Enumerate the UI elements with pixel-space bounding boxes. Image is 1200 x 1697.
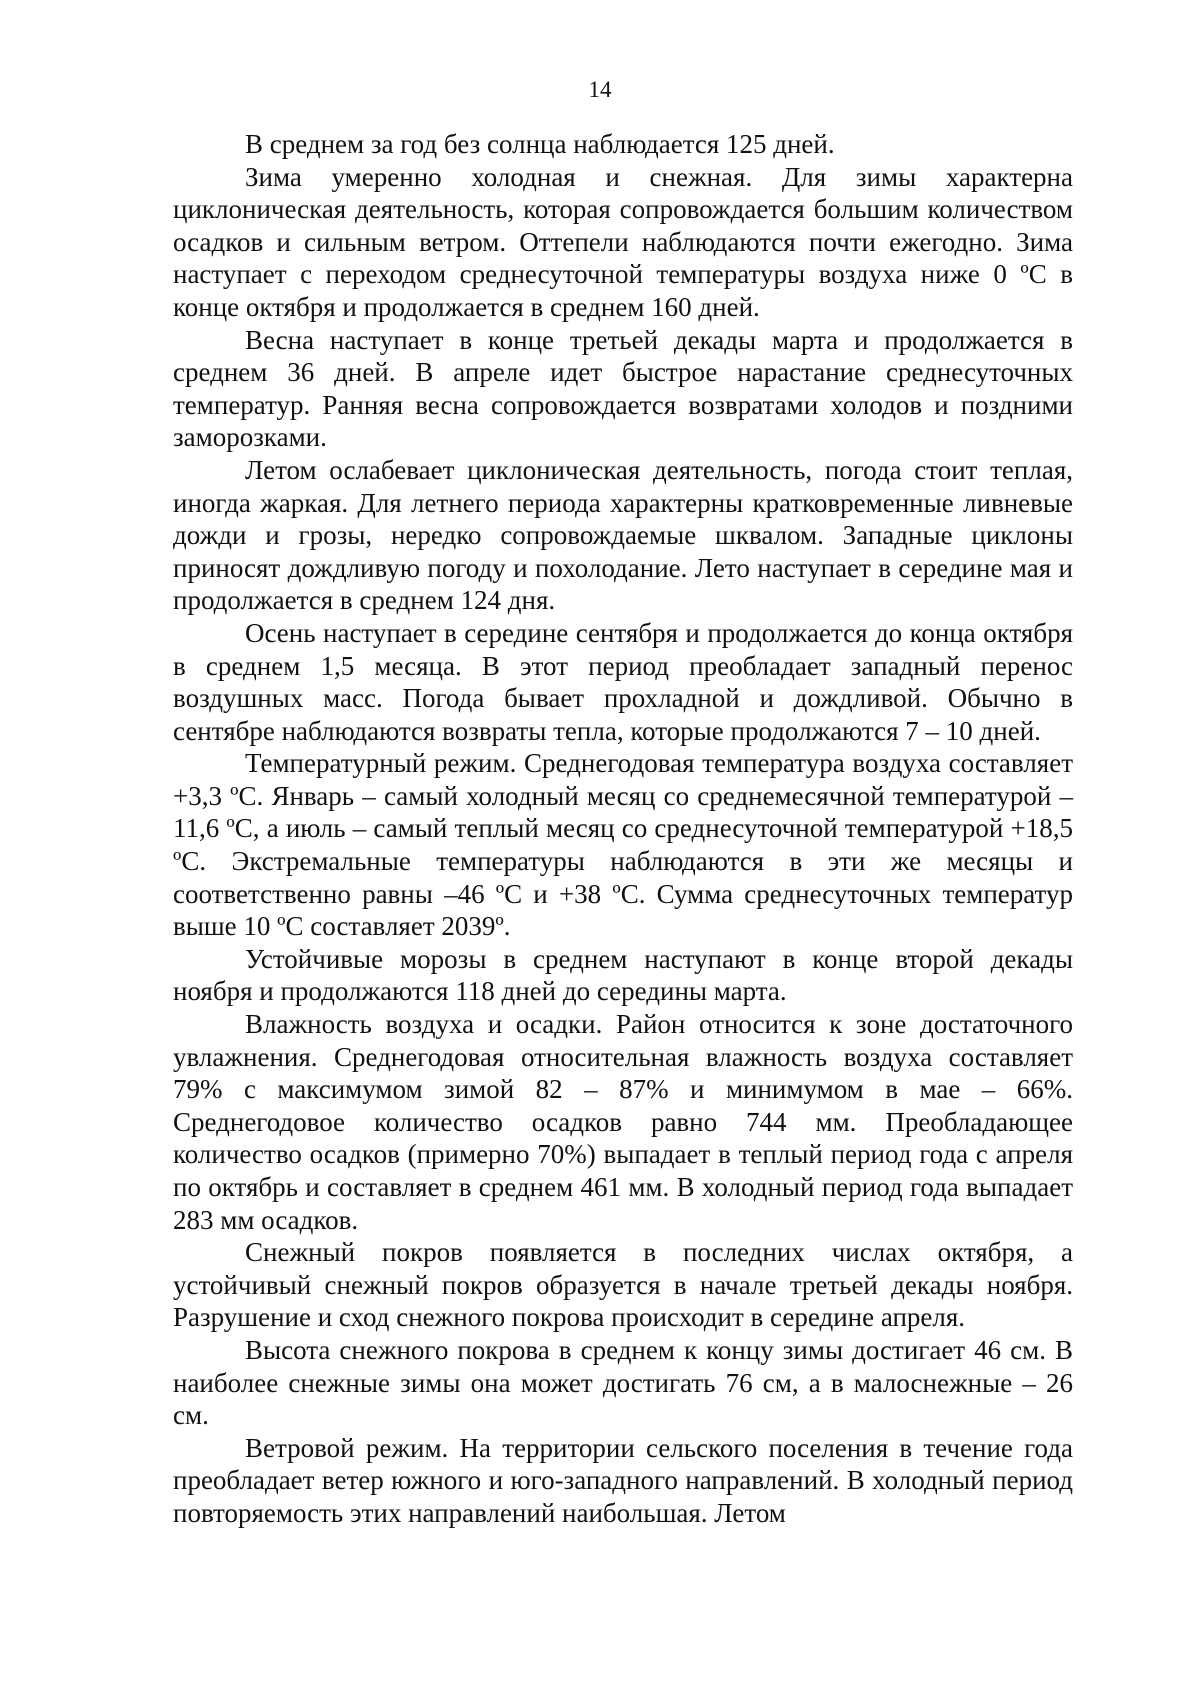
- body-text: [173, 128, 1073, 1530]
- paragraph-snow-depth: Высота снежного покрова в среднем к концу зимы достигает 46 см. В наиболее снежные зимы она может достигать 76 см, а в малоснежные – 26 см.: [173, 1334, 1073, 1431]
- paragraph-autumn: Осень наступает в середине сентября и продолжается до конца октября в среднем 1,5 месяца. В этот период преобладает западный перенос воздушных масс. Погода бывает прохладной и дождливой. Обычно в сентябре наблюдаются возвраты тепла, которые продолжаются 7 – 10 дней.: [173, 617, 1073, 746]
- paragraph-sunless-days: В среднем за год без солнца наблюдается 125 дней.: [245, 129, 835, 159]
- paragraph-snow-cover: Снежный покров появляется в последних числах октября, а устойчивый снежный покров образуется в начале третьей декады ноября. Разрушение и сход снежного покрова происходит в середине апреля.: [173, 1237, 1073, 1333]
- page-number: 14: [588, 77, 612, 102]
- paragraph-wind-regime: Ветровой режим. На территории сельского поселения в течение года преобладает ветер южного и юго-западного направлений. В холодный период повторяемость этих направлений наибольшая. Летом: [173, 1432, 1073, 1528]
- paragraph-summer: Летом ослабевает циклоническая деятельность, погода стоит теплая, иногда жаркая. Для летнего периода характерны кратковременные ливневые дожди и грозы, нередко сопровождаемые шквалом. Западные циклоны приносят дождливую погоду и похолодание. Лето наступает в середине мая и продолжается в среднем 124 дня.: [173, 454, 1073, 616]
- paragraph-humidity-precipitation: Влажность воздуха и осадки. Район относится к зоне достаточного увлажнения. Среднегодовая относительная влажность воздуха составляет 79% с максимумом зимой 82 – 87% и минимумом в мае – 66%. Среднегодовое количество осадков равно 744 мм. Преобладающее количество осадков (примерно 70%) выпадает в теплый период года с апреля по октябрь и составляет в среднем 461 мм. В холодный период года выпадает 283 мм осадков.: [173, 1009, 1073, 1235]
- paragraph-temperature-regime: Температурный режим. Среднегодовая температура воздуха составляет +3,3 ºС. Январь – самый холодный месяц со среднемесячной температурой –11,6 ºС, а июль – самый теплый месяц со среднесуточной температурой +18,5 ºС. Экстремальные температуры наблюдаются в эти же месяцы и соответственно равны –46 ºС и +38 ºС. Сумма среднесуточных температур выше 10 ºС составляет 2039º.: [173, 748, 1073, 942]
- paragraph-winter: Зима умеренно холодная и снежная. Для зимы характерна циклоническая деятельность, которая сопровождается большим количеством осадков и сильным ветром. Оттепели наблюдаются почти ежегодно. Зима наступает с переходом среднесуточной температуры воздуха ниже 0 ºС в конце октября и продолжается в среднем 160 дней.: [173, 161, 1073, 322]
- paragraph-frosts: Устойчивые морозы в среднем наступают в конце второй декады ноября и продолжаются 118 дней до середины марта.: [173, 943, 1073, 1007]
- paragraph-spring: Весна наступает в конце третьей декады марта и продолжается в среднем 36 дней. В апреле идет быстрое нарастание среднесуточных температур. Ранняя весна сопровождается возвратами холодов и поздними заморозками.: [173, 324, 1073, 453]
